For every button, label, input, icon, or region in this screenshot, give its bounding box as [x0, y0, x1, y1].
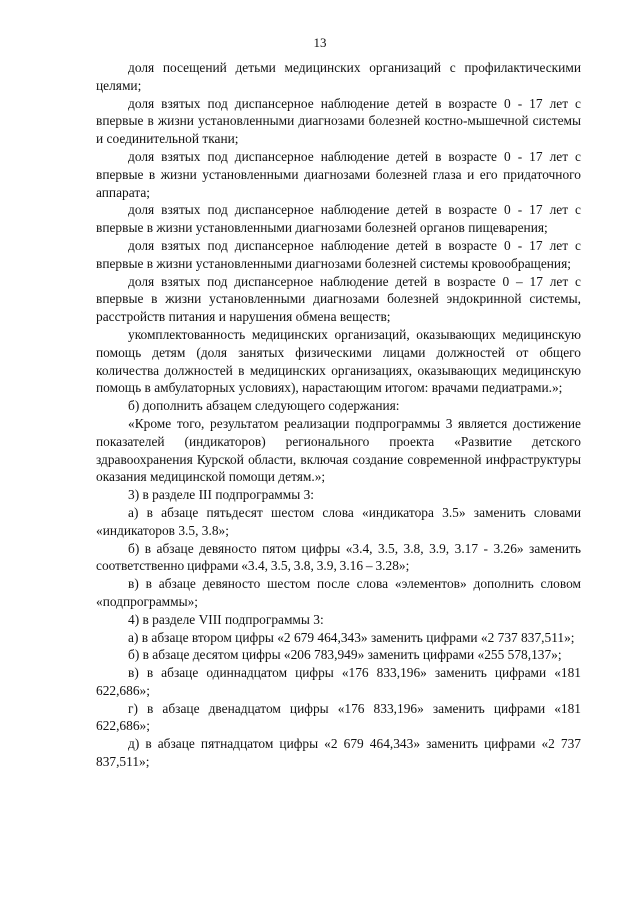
paragraph-section-viii-a: а) в абзаце втором цифры «2 679 464,343» заменить цифрами «2 737 837,511»; [128, 629, 575, 645]
paragraph-amendment-b: б) дополнить абзацем следующего содержания: [128, 398, 400, 414]
paragraph-staffing: укомплектованность медицинских организаций, оказывающих медицинскую помощь детям (доля занятых физическими лицами должностей от общего количества должностей в медицинских организациях, оказывающих медицинскую помощь в амбулаторных условиях), нарастающим итогом: врачами педиатрами.»; [96, 326, 581, 396]
paragraph-section-viii-v: в) в абзаце одиннадцатом цифры «176 833,196» заменить цифрами «181 622,686»; [96, 665, 581, 698]
paragraph-section-iii: 3) в разделе III подпрограммы 3: [128, 487, 314, 503]
paragraph-section-viii: 4) в разделе VIII подпрограммы 3: [128, 611, 324, 627]
paragraph-section-iii-b: б) в абзаце девяносто пятом цифры «3.4, 3.5, 3.8, 3.9, 3.17 - 3.26» заменить соответственно цифрами «3.4, 3.5, 3.8, 3.9, 3.16 – 3.28»; [96, 540, 581, 574]
document-body [96, 59, 581, 771]
paragraph-eye: доля взятых под диспансерное наблюдение детей в возрасте 0 - 17 лет с впервые в жизни установленными диагнозами болезней глаза и его придаточного аппарата; [96, 148, 581, 200]
paragraph-section-viii-d: д) в абзаце пятнадцатом цифры «2 679 464,343» заменить цифрами «2 737 837,511»; [96, 736, 581, 770]
paragraph-section-iii-v: в) в абзаце девяносто шестом после слова «элементов» дополнить словом «подпрограммы»; [96, 576, 581, 609]
paragraph-endocrine: доля взятых под диспансерное наблюдение детей в возрасте 0 – 17 лет с впервые в жизни установленными диагнозами болезней эндокринной системы, расстройств питания и нарушения обмена веществ; [96, 273, 581, 325]
paragraph-prophylactic-visits: доля посещений детьми медицинских организаций с профилактическими целями; [96, 60, 581, 93]
paragraph-section-iii-a: а) в абзаце пятьдесят шестом слова «индикатора 3.5» заменить словами «индикаторов 3.5, 3.8»; [96, 504, 581, 538]
paragraph-section-viii-b: б) в абзаце десятом цифры «206 783,949» заменить цифрами «255 578,137»; [128, 647, 562, 663]
paragraph-musculoskeletal: доля взятых под диспансерное наблюдение детей в возрасте 0 - 17 лет с впервые в жизни установленными диагнозами болезней костно-мышечной системы и соединительной ткани; [96, 95, 581, 147]
paragraph-regional-project: «Кроме того, результатом реализации подпрограммы 3 является достижение показателей (индикаторов) регионального проекта «Развитие детского здравоохранения Курской области, включая создание современной инфраструктуры оказания медицинской помощи детям.»; [96, 415, 581, 485]
page-number: 13 [313, 35, 327, 50]
paragraph-section-viii-g: г) в абзаце двенадцатом цифры «176 833,196» заменить цифрами «181 622,686»; [96, 700, 581, 734]
paragraph-circulatory: доля взятых под диспансерное наблюдение детей в возрасте 0 - 17 лет с впервые в жизни установленными диагнозами болезней системы кровообращения; [96, 237, 581, 271]
paragraph-digestive: доля взятых под диспансерное наблюдение детей в возрасте 0 - 17 лет с впервые в жизни установленными диагнозами болезней органов пищеварения; [96, 202, 581, 236]
